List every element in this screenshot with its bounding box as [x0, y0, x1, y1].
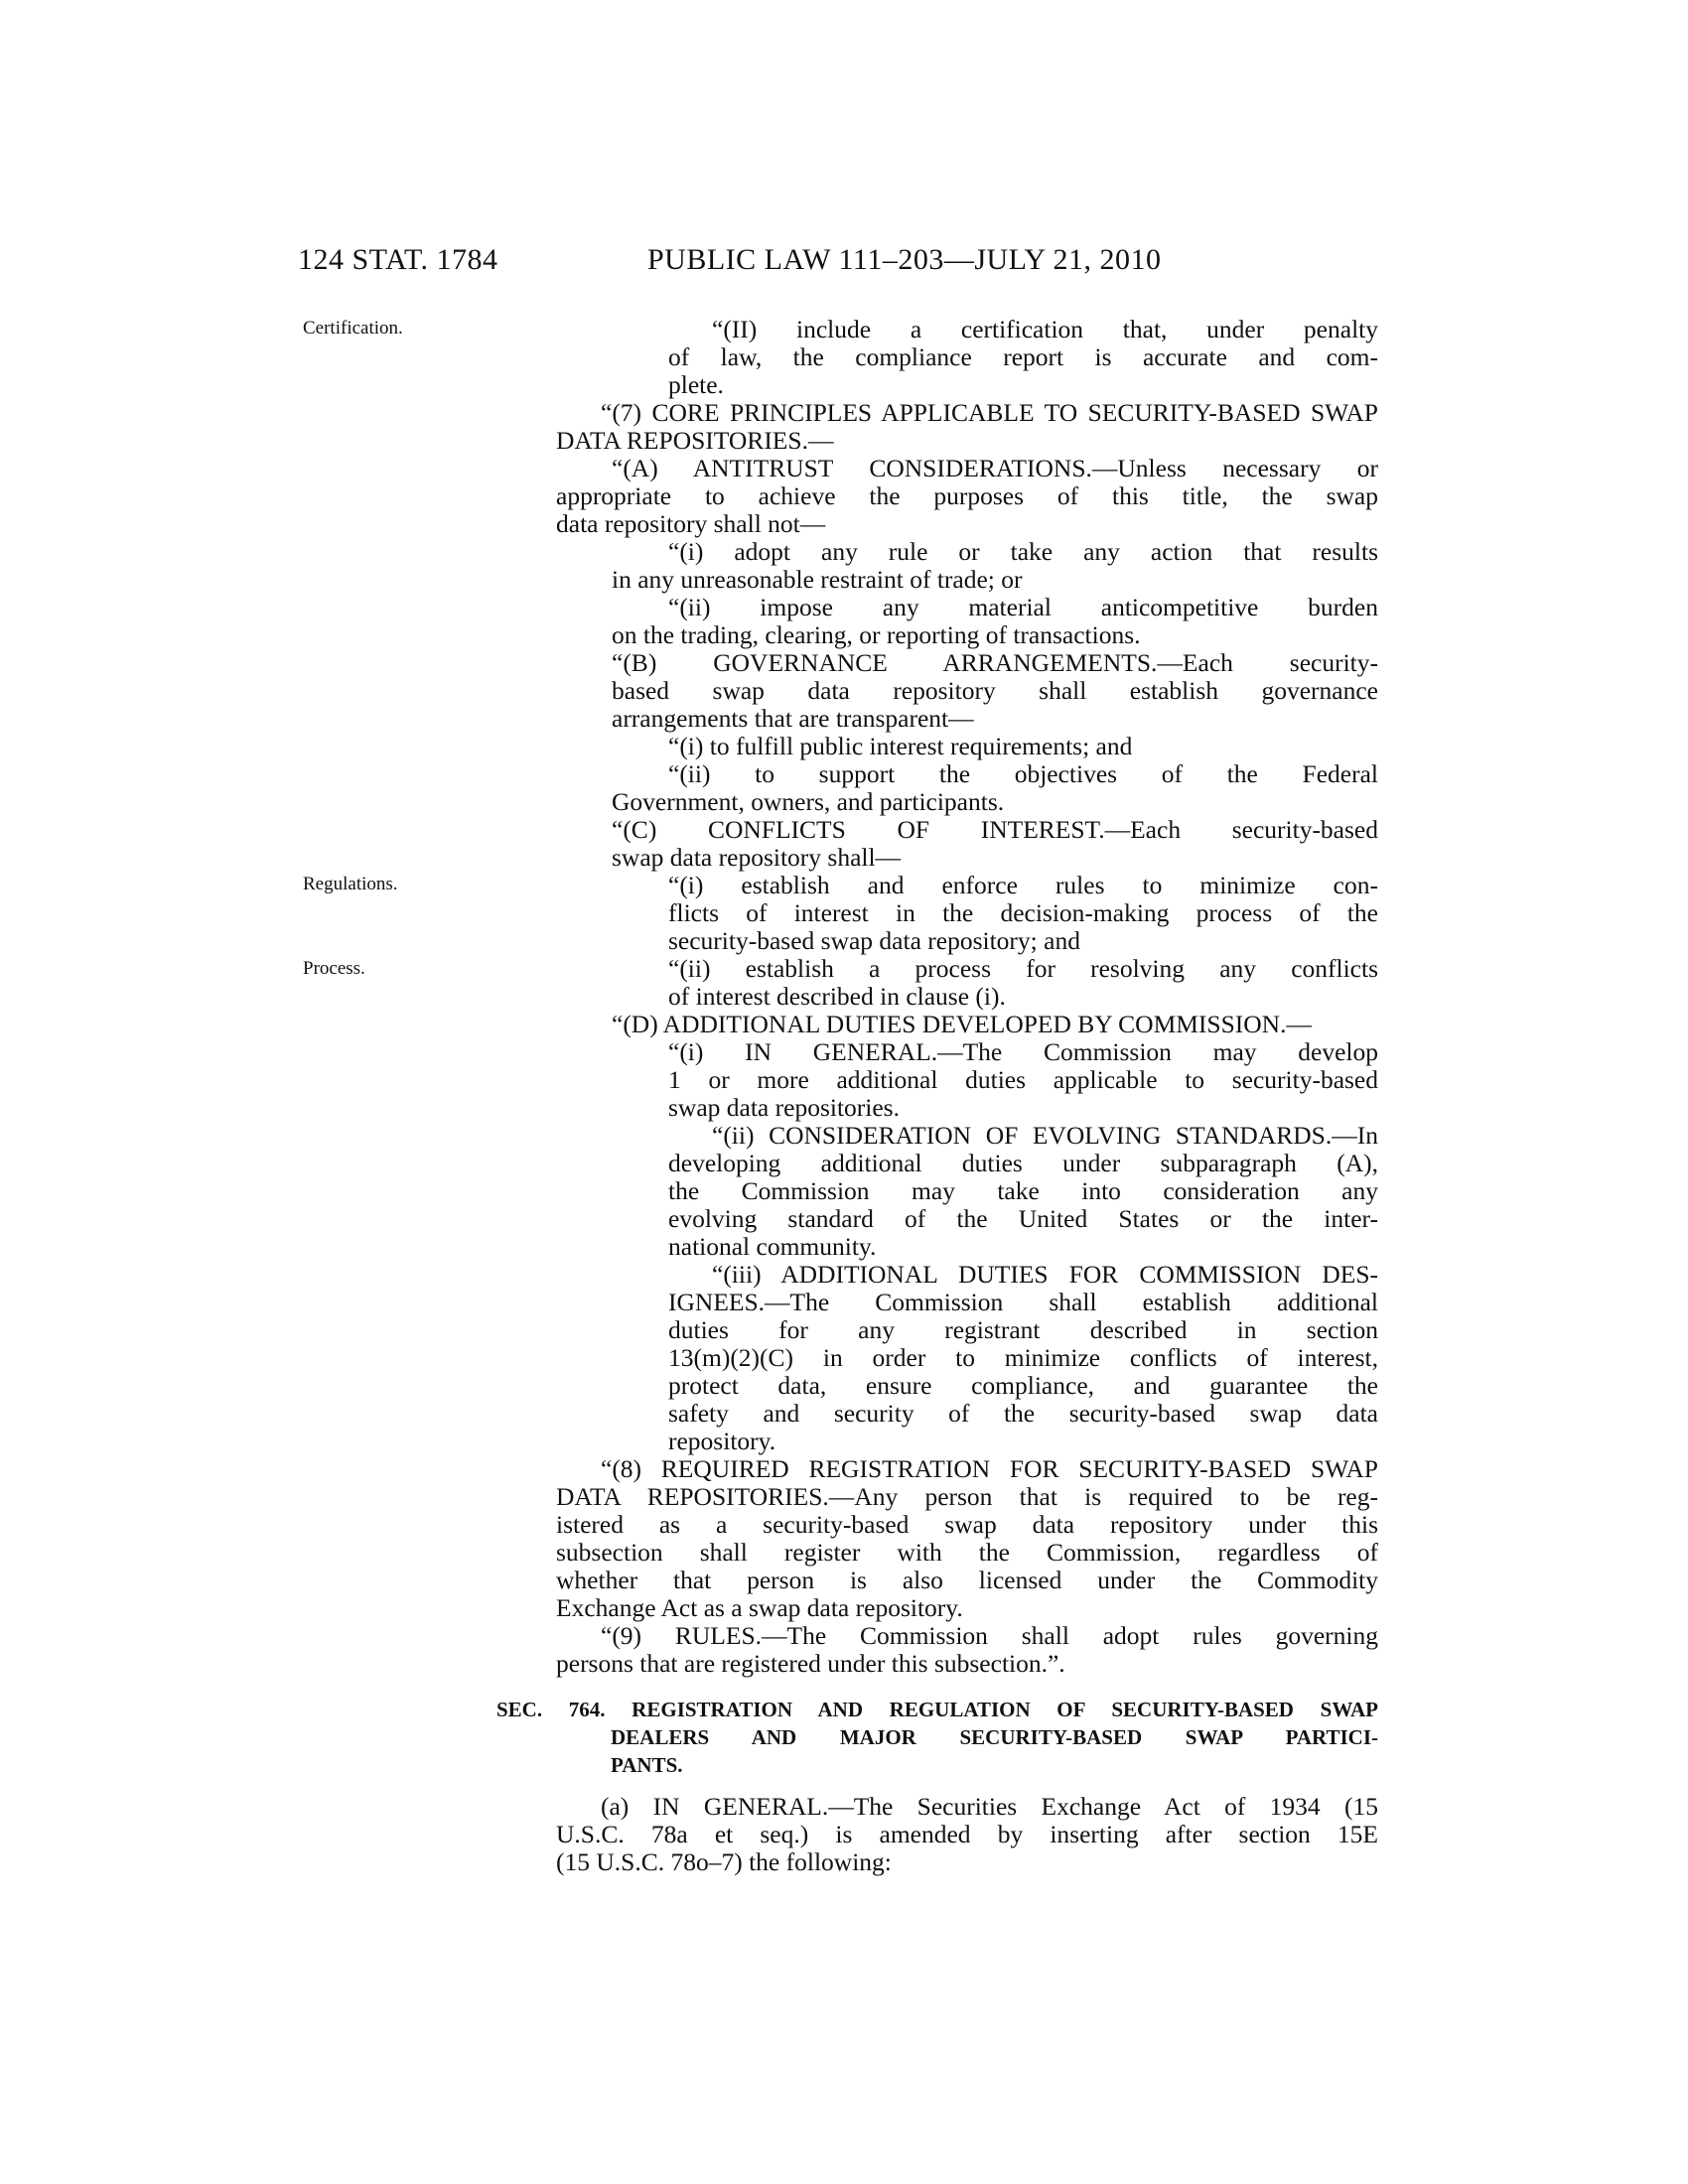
text-line: U.S.C. 78a et seq.) is amended by inserting after section 15E [556, 1820, 1378, 1848]
text-line: swap data repositories. [668, 1093, 900, 1122]
text-line: “(II) include a certification that, under penalty [712, 315, 1378, 343]
text-line: developing additional duties under subparagraph (A), [668, 1149, 1378, 1177]
text-line: evolving standard of the United States or the inter- [668, 1204, 1378, 1233]
text-line: (a) IN GENERAL.—The Securities Exchange Act of 1934 (15 [601, 1792, 1378, 1821]
text-line: 1 or more additional duties applicable to security-based [668, 1065, 1378, 1094]
text-line: “(C) CONFLICTS OF INTEREST.—Each security-based [612, 815, 1378, 844]
text-line: “(i) establish and enforce rules to minimize con- [668, 871, 1378, 899]
text-line: 13(m)(2)(C) in order to minimize conflicts of interest, [668, 1343, 1378, 1372]
running-header: PUBLIC LAW 111–203—JULY 21, 2010 [647, 243, 1162, 276]
page-number: 124 STAT. 1784 [298, 243, 498, 276]
text-line: DATA REPOSITORIES.—Any person that is required to be reg- [556, 1482, 1378, 1511]
section-heading-line: DEALERS AND MAJOR SECURITY-BASED SWAP PARTICI- [611, 1725, 1378, 1749]
text-line: of interest described in clause (i). [668, 982, 1006, 1011]
statute-text [496, 315, 1378, 1876]
text-line: “(iii) ADDITIONAL DUTIES FOR COMMISSION DES- [712, 1260, 1378, 1289]
text-line: “(ii) CONSIDERATION OF EVOLVING STANDARDS.—In [712, 1121, 1378, 1150]
text-line: flicts of interest in the decision-making process of the [668, 898, 1378, 927]
text-line: safety and security of the security-based swap data [668, 1399, 1378, 1428]
text-line: “(i) to fulfill public interest requirements; and [668, 732, 1133, 760]
text-line: based swap data repository shall establish governance [612, 676, 1378, 705]
text-line: swap data repository shall— [612, 843, 902, 872]
text-line: national community. [668, 1232, 877, 1261]
text-line: “(9) RULES.—The Commission shall adopt rules governing [601, 1621, 1378, 1650]
text-line: “(i) IN GENERAL.—The Commission may develop [668, 1037, 1378, 1066]
section-heading-line: PANTS. [611, 1753, 683, 1777]
text-line: subsection shall register with the Commission, regardless of [556, 1538, 1378, 1567]
text-line: on the trading, clearing, or reporting of transactions. [612, 620, 1141, 649]
text-line: data repository shall not— [556, 509, 826, 538]
text-line: “(ii) establish a process for resolving any conflicts [668, 954, 1378, 983]
section-heading-line: SEC. 764. REGISTRATION AND REGULATION OF SECURITY-BASED SWAP [496, 1698, 1378, 1721]
margin-note-certification: Certification. [303, 318, 403, 339]
text-line: plete. [668, 370, 724, 399]
text-line: in any unreasonable restraint of trade; or [612, 565, 1023, 594]
text-line: repository. [668, 1427, 776, 1455]
text-line: “(ii) impose any material anticompetitive burden [668, 593, 1378, 621]
text-line: “(ii) to support the objectives of the Federal [668, 759, 1378, 788]
text-line: protect data, ensure compliance, and guarantee the [668, 1371, 1378, 1400]
text-line: the Commission may take into consideration any [668, 1176, 1378, 1205]
text-line: appropriate to achieve the purposes of this title, the swap [556, 481, 1378, 510]
text-line: “(A) ANTITRUST CONSIDERATIONS.—Unless necessary or [612, 454, 1378, 482]
text-line: Government, owners, and participants. [612, 787, 1005, 816]
text-line: “(8) REQUIRED REGISTRATION FOR SECURITY-BASED SWAP [601, 1454, 1378, 1483]
text-line: “(B) GOVERNANCE ARRANGEMENTS.—Each security- [612, 648, 1378, 677]
text-line: persons that are registered under this subsection.”. [556, 1649, 1065, 1678]
text-line: of law, the compliance report is accurate and com- [668, 342, 1378, 371]
text-line: arrangements that are transparent— [612, 704, 974, 733]
text-line: Exchange Act as a swap data repository. [556, 1593, 963, 1622]
text-line: security-based swap data repository; and [668, 926, 1080, 955]
text-line: istered as a security-based swap data repository under this [556, 1510, 1378, 1539]
text-line: “(i) adopt any rule or take any action that results [668, 537, 1378, 566]
text-line: DATA REPOSITORIES.— [556, 426, 834, 455]
text-line: “(7) CORE PRINCIPLES APPLICABLE TO SECURITY-BASED SWAP [601, 398, 1378, 427]
margin-note-process: Process. [303, 958, 365, 979]
text-line: duties for any registrant described in section [668, 1315, 1378, 1344]
text-line: whether that person is also licensed under the Commodity [556, 1566, 1378, 1594]
section-heading [496, 1696, 1378, 1779]
margin-note-regulations: Regulations. [303, 874, 398, 894]
text-line: (15 U.S.C. 78o–7) the following: [556, 1847, 892, 1876]
text-line: “(D) ADDITIONAL DUTIES DEVELOPED BY COMMISSION.— [612, 1010, 1312, 1038]
text-line: IGNEES.—The Commission shall establish additional [668, 1288, 1378, 1316]
